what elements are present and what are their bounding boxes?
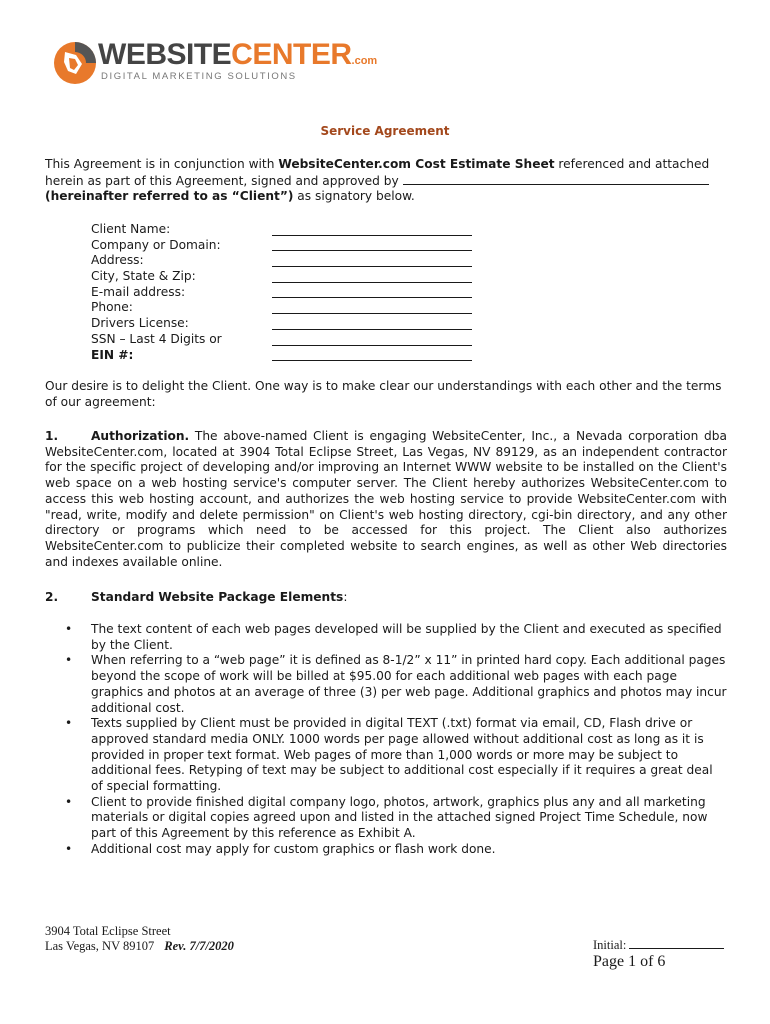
- intro-bold-2: (hereinafter referred to as “Client”): [45, 189, 294, 204]
- desire-paragraph: Our desire is to delight the Client. One way is to make clear our understandings with each other and the terms of our agreement:: [45, 379, 722, 409]
- section-1-authorization: [45, 429, 727, 570]
- phone-line[interactable]: [272, 300, 472, 316]
- section-2-number: 2.: [45, 590, 59, 604]
- company-logo: [52, 38, 378, 88]
- section-2-heading-row: [45, 590, 727, 606]
- footer-city: Las Vegas, NV 89107: [45, 939, 155, 953]
- intro-text-1: This Agreement is in conjunction with: [45, 157, 279, 171]
- city-state-zip-line[interactable]: [272, 269, 472, 285]
- logo-name-part2: CENTER: [231, 38, 352, 71]
- ein-line[interactable]: [272, 348, 472, 364]
- client-field-label: Client Name:: [91, 222, 171, 236]
- address-line[interactable]: [272, 253, 472, 269]
- section-1-number: 1.: [45, 429, 59, 443]
- ssn-line[interactable]: [272, 332, 472, 348]
- footer-street: 3904 Total Eclipse Street: [45, 924, 171, 938]
- list-item-text: The text content of each web pages developed will be supplied by the Client and executed as specified by the Client.: [91, 622, 722, 652]
- section-2-colon: :: [343, 590, 348, 604]
- client-field-labels: [91, 222, 222, 363]
- page-number: Page 1 of 6: [593, 953, 666, 970]
- drivers-license-line[interactable]: [272, 316, 472, 332]
- client-field-lines: [272, 222, 472, 363]
- list-item-text: Client to provide finished digital company logo, photos, artwork, graphics plus any and all marketing materials or digital copies agreed upon and listed in the attached signed Project Time Schedule, now part of this Agreement by this reference as Exhibit A.: [91, 794, 708, 841]
- bullet-icon: •: [65, 841, 73, 856]
- initial-line[interactable]: [629, 938, 724, 949]
- list-item: [45, 716, 727, 795]
- list-item-text: When referring to a “web page” it is defined as 8-1/2” x 11” in printed hard copy. Each additional pages beyond the scope of work will be billed at $95.00 for each additional web pages with each page graphics and photos at an average of three (3) per web page. Additional graphics and photos may incur additional cost.: [91, 653, 727, 715]
- logo-tagline: DIGITAL MARKETING SOLUTIONS: [101, 71, 297, 82]
- email-line[interactable]: [272, 285, 472, 301]
- list-item-text: Additional cost may apply for custom graphics or flash work done.: [91, 841, 496, 856]
- footer-address: [45, 924, 234, 954]
- bullet-icon: •: [65, 653, 73, 668]
- intro-text-3: as signatory below.: [293, 189, 415, 204]
- intro-text-2: referenced and attached herein as part of this Agreement, signed and approved by: [45, 157, 710, 188]
- list-item: [45, 653, 727, 716]
- intro-bold-1: WebsiteCenter.com Cost Estimate Sheet: [278, 157, 555, 171]
- client-field-label: Company or Domain:: [91, 237, 221, 252]
- list-item: [45, 795, 727, 842]
- list-item: [45, 842, 727, 858]
- client-field-label: Drivers License:: [91, 316, 189, 331]
- section-1-heading: Authorization.: [91, 429, 190, 443]
- logo-tld: .com: [351, 55, 378, 67]
- revision-date: Rev. 7/7/2020: [164, 939, 234, 953]
- approver-signature-line: [403, 173, 709, 185]
- bullet-icon: •: [65, 794, 73, 809]
- intro-paragraph: [45, 157, 727, 205]
- section-1-body: The above-named Client is engaging WebsiteCenter, Inc., a Nevada corporation dba WebsiteCenter.com, located at 3904 Total Eclipse Street, Las Vegas, NV 89129, as an independent contractor for the specific project of developing and/or improving an Internet WWW website to be installed on the Client's web space on a web hosting service's computer server. The Client hereby authorizes WebsiteCenter.com to access this web hosting account, and authorizes the web hosting service to provide WebsiteCenter.com with "read, write, modify and delete permission" on Client's web hosting directory, cgi-bin directory, and any other directory or programs which need to be accessed for this project. The Client also authorizes WebsiteCenter.com to publicize their completed website to search engines, as well as other Web directories and indexes available online.: [45, 429, 727, 569]
- client-field-label-ein: EIN #:: [91, 347, 134, 362]
- company-domain-line[interactable]: [272, 238, 472, 254]
- section-2-heading: Standard Website Package Elements: [91, 590, 344, 604]
- list-item-text: Texts supplied by Client must be provided in digital TEXT (.txt) format via email, CD, Flash drive or approved standard media ONLY. 1000 words per page allowed without additional cost as long as it is provided in proper text format. Web pages of more than 1,000 words or more may be subject to additional fees. Retyping of text may be subject to additional cost especially if it requires a great deal of special formatting.: [91, 716, 713, 794]
- initial-label: Initial:: [593, 938, 627, 952]
- section-2-bullet-list: [45, 622, 727, 858]
- client-field-label: SSN – Last 4 Digits or: [91, 331, 222, 346]
- bullet-icon: •: [65, 622, 73, 636]
- client-field-label: Phone:: [91, 300, 133, 315]
- client-field-label: Address:: [91, 253, 144, 268]
- document-title: Service Agreement: [320, 124, 450, 138]
- logo-badge-icon: [52, 40, 98, 86]
- initial-field: [593, 938, 724, 953]
- client-name-line[interactable]: [272, 222, 472, 238]
- bullet-icon: •: [65, 716, 73, 731]
- client-field-label: City, State & Zip:: [91, 269, 196, 284]
- logo-name-part1: WEBSITE: [98, 38, 232, 71]
- client-field-label: E-mail address:: [91, 284, 186, 299]
- list-item: [45, 622, 727, 653]
